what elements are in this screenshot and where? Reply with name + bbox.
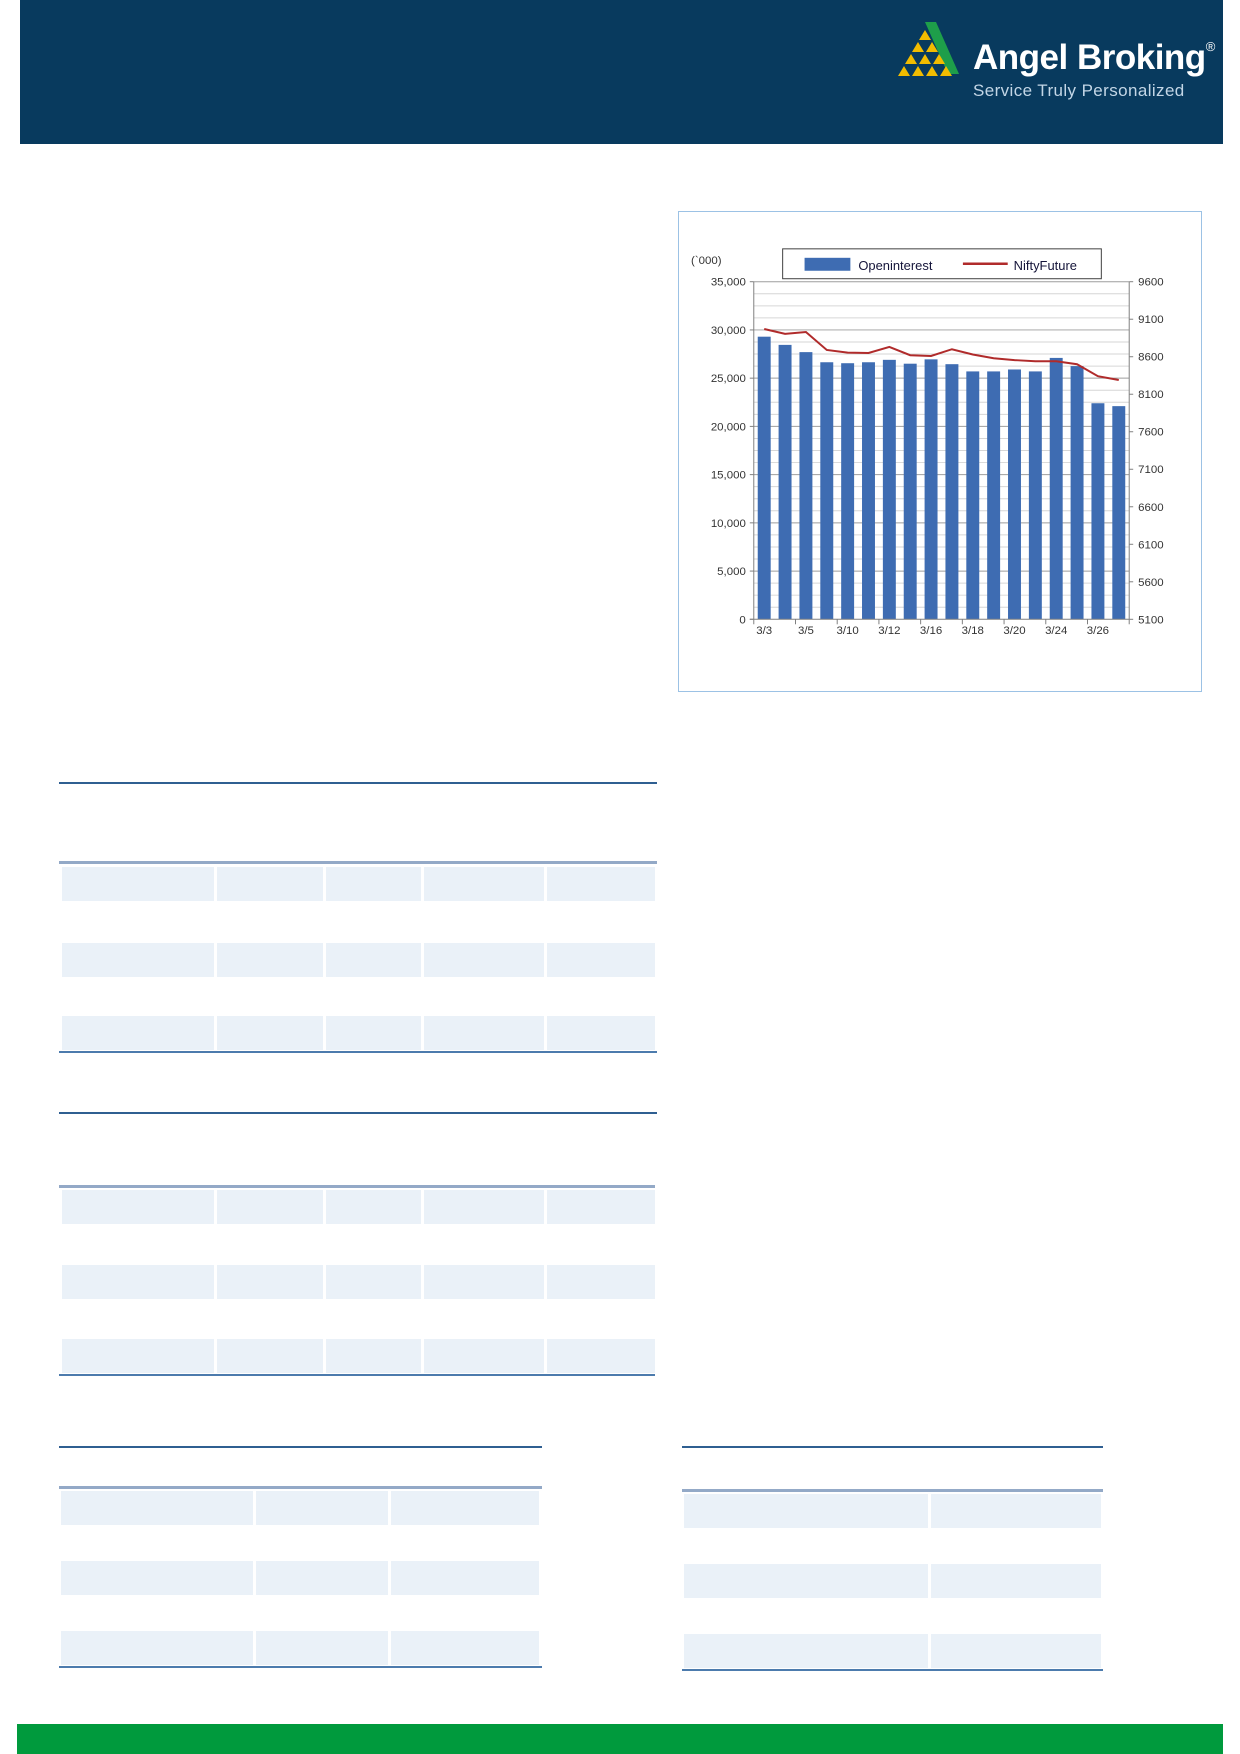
x-axis-tick-label: 3/5 [797,625,814,638]
table-bottom-right-row-cell [684,1564,928,1598]
left-axis-tick-label: 35,000 [710,276,746,289]
table-2-row-cell [217,1339,323,1373]
right-axis-tick-label: 8100 [1138,389,1164,402]
x-axis-tick-label: 3/20 [1003,625,1026,638]
table-2-row-cell [326,1265,421,1299]
table-2-bottom-rule [59,1374,655,1376]
table-2-row-cell [326,1339,421,1373]
table-1-row-cell [326,1016,421,1050]
table-1-row-cell [547,943,655,977]
table-2-row-cell [62,1190,214,1224]
openinterest-bar [1091,403,1104,619]
right-axis-tick-label: 6100 [1138,539,1164,552]
table-1-row-cell [62,943,214,977]
right-axis-tick-label: 9100 [1138,314,1164,327]
x-axis-tick-label: 3/24 [1045,625,1068,638]
brand-name: Angel Broking® [973,38,1215,77]
table-bottom-left-row-cell [391,1561,539,1595]
table-bottom-left-row-cell [256,1491,388,1525]
table-bottom-left-row-cell [391,1491,539,1525]
legend-niftyfuture-label: NiftyFuture [1013,257,1077,273]
table-bottom-left-bottom-rule [59,1666,542,1668]
angel-broking-pyramid-icon [895,22,959,80]
right-axis-tick-label: 6600 [1138,501,1164,514]
openinterest-bar [862,362,875,619]
table-2-row-cell [424,1190,544,1224]
openinterest-bar [966,371,979,619]
table-2-row-cell [547,1339,655,1373]
table-1-row-cell [217,867,323,901]
openinterest-bar [758,337,771,620]
chart-unit-label: (`000) [691,254,722,267]
angel-broking-logo [895,22,1215,101]
x-axis-tick-label: 3/18 [961,625,984,638]
table-bottom-right-row-cell [684,1494,928,1528]
table-bottom-left-row-cell [391,1631,539,1665]
table-2-row-cell [424,1339,544,1373]
x-axis-tick-label: 3/16 [919,625,943,638]
table-bottom-left-row-cell [61,1561,253,1595]
table-bottom-right-row-cell [931,1564,1101,1598]
table-bottom-left-row-cell [61,1491,253,1525]
table-bottom-left-row-cell [256,1631,388,1665]
table-1-row-cell [217,943,323,977]
header-bar [20,0,1223,144]
x-axis-tick-label: 3/3 [756,625,773,638]
table-1-row-cell [547,867,655,901]
table-2-row-cell [424,1265,544,1299]
table-2-row-cell [217,1190,323,1224]
right-axis-tick-label: 7100 [1138,464,1164,477]
openinterest-bar [925,359,938,619]
openinterest-bar [820,362,833,619]
chart-panel [678,211,1202,692]
chart-legend [783,249,1102,279]
right-axis-tick-label: 7600 [1138,426,1164,439]
table-2-row-cell [62,1339,214,1373]
openinterest-bar [945,364,958,619]
table-bottom-left-header-rule [59,1486,542,1489]
left-axis-tick-label: 15,000 [710,469,746,482]
openinterest-bar [1050,358,1063,619]
table-1-row-cell [62,1016,214,1050]
table-1-row-cell [547,1016,655,1050]
left-axis-tick-label: 5,000 [717,566,746,579]
openinterest-bar [1112,406,1125,619]
x-axis-tick-label: 3/10 [836,625,859,638]
footer-bar [17,1724,1223,1754]
openinterest-bar [799,352,812,619]
table-1-title-rule [59,782,657,784]
openinterest-bar [1008,369,1021,619]
table-2-row-cell [326,1190,421,1224]
openinterest-bar [883,360,896,619]
right-axis-tick-label: 9600 [1138,276,1164,289]
section-divider-title-rule [59,1112,657,1114]
right-axis-tick-label: 5100 [1138,614,1164,627]
openinterest-bar [904,364,917,620]
left-axis-tick-label: 30,000 [710,324,746,337]
table-1-row-cell [424,943,544,977]
registered-mark: ® [1205,39,1215,54]
table-1-row-cell [424,1016,544,1050]
table-bottom-right-title-rule [682,1446,1103,1448]
table-1-row-cell [326,867,421,901]
logo-text-block [973,40,1215,101]
left-axis-tick-label: 10,000 [710,517,746,530]
x-axis-tick-label: 3/26 [1086,625,1110,638]
table-1-row-cell [217,1016,323,1050]
table-2-row-cell [547,1190,655,1224]
table-1-row-cell [62,867,214,901]
right-axis-tick-label: 5600 [1138,576,1164,589]
table-2-row-cell [62,1265,214,1299]
plot-area [711,277,1164,638]
table-2-header-rule [59,1185,655,1188]
table-2-row-cell [217,1265,323,1299]
left-axis-tick-label: 25,000 [710,373,746,386]
table-1-row-cell [424,867,544,901]
table-bottom-right-row-cell [931,1494,1101,1528]
brand-tagline: Service Truly Personalized [973,81,1185,100]
openinterest-bar [841,363,854,619]
table-1-bottom-rule [59,1051,657,1053]
table-1-row-cell [326,943,421,977]
table-bottom-right-bottom-rule [682,1669,1103,1671]
table-bottom-right-row-cell [931,1634,1101,1668]
openinterest-bar [987,371,1000,619]
left-axis-tick-label: 0 [739,614,746,627]
table-1-header-rule [59,861,657,864]
table-2-row-cell [547,1265,655,1299]
openinterest-bar [779,345,792,619]
legend-openinterest-swatch [805,258,851,271]
openinterest-bar [1071,366,1084,619]
table-bottom-left-title-rule [59,1446,542,1448]
x-axis-tick-label: 3/12 [878,625,901,638]
table-bottom-left-row-cell [61,1631,253,1665]
table-bottom-right-row-cell [684,1634,928,1668]
legend-openinterest-label: Openinterest [858,257,933,273]
left-axis-tick-label: 20,000 [710,421,746,434]
openinterest-bar [1029,371,1042,619]
table-bottom-right-header-rule [682,1489,1103,1492]
oi-nifty-chart [679,212,1201,691]
right-axis-tick-label: 8600 [1138,351,1164,364]
table-bottom-left-row-cell [256,1561,388,1595]
